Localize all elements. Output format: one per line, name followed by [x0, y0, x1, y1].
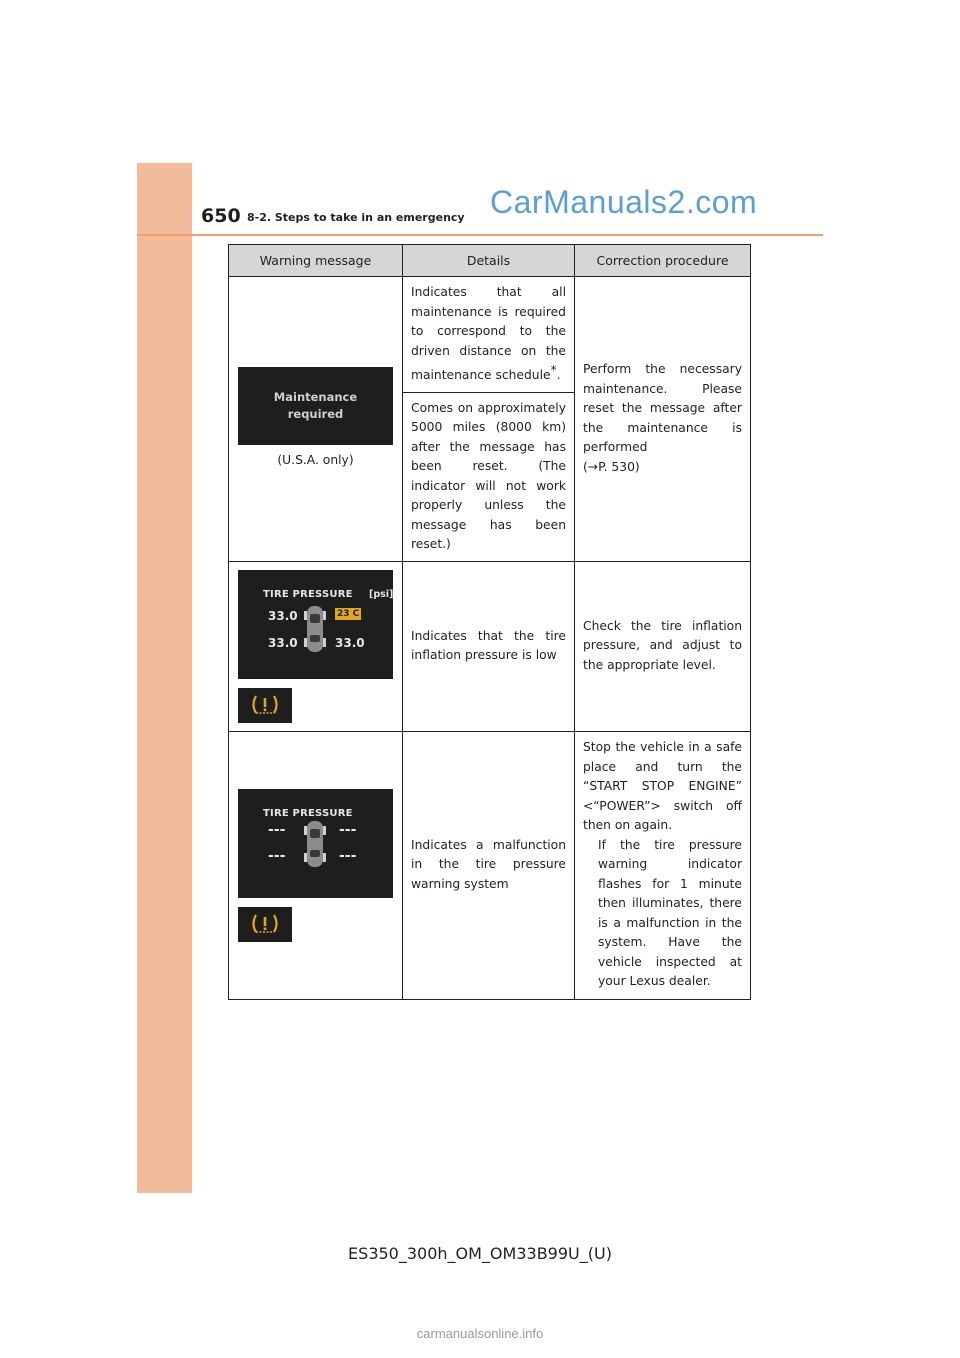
details-cell	[403, 277, 575, 393]
display-text: required	[287, 407, 344, 422]
warning-message-cell	[229, 731, 403, 999]
tire-value-rear-left: ---	[268, 847, 286, 864]
column-header: Details	[403, 245, 575, 277]
tire-pressure-display	[238, 789, 393, 898]
display-title: TIRE PRESSURE	[263, 807, 353, 819]
warning-table	[228, 244, 751, 1000]
tire-value-front-left: 33.0	[268, 608, 298, 623]
tire-value-rear-right: ---	[339, 847, 357, 864]
tire-value-rear-left: 33.0	[268, 635, 298, 650]
tire-value-front-right: ---	[339, 821, 357, 838]
display-title: TIRE PRESSURE	[263, 588, 353, 600]
details-cell: Comes on approximately 5000 miles (8000 km) after the message has been reset. (The indicator will not work properly unless the message has been reset.)	[403, 392, 575, 561]
correction-cell	[575, 277, 751, 562]
side-band	[137, 163, 192, 1193]
page-number: 650	[201, 205, 241, 227]
details-text: .	[556, 368, 561, 383]
display-text: Maintenance	[273, 390, 358, 405]
correction-cell: Check the tire inflation pressure, and adjust to the appropriate level.	[575, 561, 751, 731]
tire-pressure-warning-icon	[238, 688, 292, 723]
header-rule	[137, 234, 823, 236]
details-cell: Indicates that the tire inflation pressure is low	[403, 561, 575, 731]
caption: (U.S.A. only)	[277, 453, 354, 468]
correction-text: Stop the vehicle in a safe place and turn the “START STOP ENGINE” <“POWER”> switch off then on again.	[583, 740, 742, 833]
temperature-badge: 23 C	[337, 608, 360, 619]
details-cell: Indicates a malfunction in the tire pressure warning system	[403, 731, 575, 999]
car-top-icon	[304, 604, 326, 654]
column-header: Correction procedure	[575, 245, 751, 277]
correction-subtext: If the tire pressure warning indicator flashes for 1 minute then illuminates, there is a malfunction in the system. Have the vehicle inspected at your Lexus dealer.	[598, 837, 742, 989]
warning-message-cell	[229, 277, 403, 562]
maintenance-display	[238, 367, 393, 445]
page-reference: (→P. 530)	[583, 459, 640, 474]
footnote-mark: *	[550, 363, 557, 377]
details-text: Indicates that all maintenance is required to correspond to the driven distance on the maintenance schedule	[411, 285, 566, 383]
car-top-icon	[304, 819, 326, 869]
display-unit: [psi]	[369, 588, 394, 600]
table-header-row	[229, 245, 751, 277]
watermark: CarManuals2.com	[490, 184, 758, 220]
tire-value-rear-right: 33.0	[335, 635, 365, 650]
footer-model: ES350_300h_OM_OM33B99U_(U)	[348, 1244, 612, 1263]
tire-value-front-left: ---	[268, 821, 286, 838]
table-row	[229, 277, 751, 393]
warning-message-cell	[229, 561, 403, 731]
tire-pressure-display	[238, 570, 393, 679]
correction-text: Perform the necessary maintenance. Please reset the message after the maintenance is performed	[583, 362, 742, 455]
table-row	[229, 731, 751, 999]
section-title: 8-2. Steps to take in an emergency	[247, 211, 465, 224]
tire-pressure-warning-icon	[238, 907, 292, 942]
correction-cell	[575, 731, 751, 999]
table-row	[229, 561, 751, 731]
column-header: Warning message	[229, 245, 403, 277]
footer-source: carmanualsonline.info	[416, 1326, 544, 1341]
